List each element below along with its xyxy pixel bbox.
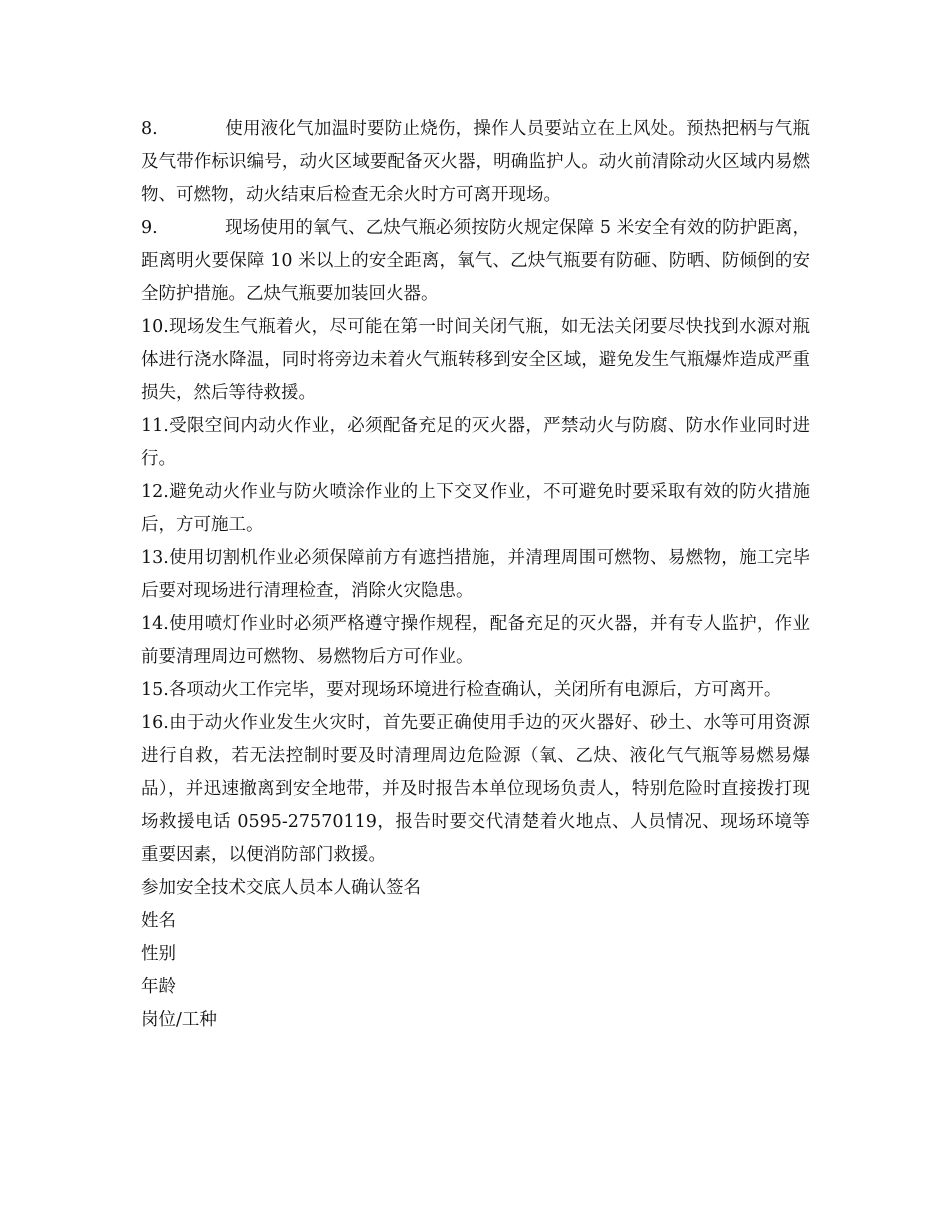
field-position-label: 岗位/工种	[141, 1010, 217, 1030]
item-text: 使用切割机作业必须保障前方有遮挡措施，并清理周围可燃物、易燃物，施工完毕后要对现场进行清理检查，消除火灾隐患。	[141, 548, 810, 601]
item-text: 由于动火作业发生火灾时，首先要正确使用手边的灭火器好、砂土、水等可用资源进行自救，若无法控制时要及时清理周边危险源（氧、乙炔、液化气气瓶等易燃易爆品），并迅速撤离到安全地带，并及时报告本单位现场负责人，特别危险时直接拨打现场救援电话 0595-27570119，报告时要交代清楚着火地点、人员情况、现场环境等重要因素，以便消防部门救援。	[141, 713, 810, 865]
signature-heading: 参加安全技术交底人员本人确认签名	[141, 878, 421, 898]
item-text: 各项动火工作完毕，要对现场环境进行检查确认，关闭所有电源后，方可离开。	[168, 680, 782, 700]
item-number: 16.	[141, 713, 169, 733]
item-text: 使用液化气加温时要防止烧伤，操作人员要站立在上风处。预热把柄与气瓶及气带作标识编号，动火区域要配备灭火器，明确监护人。动火前清除动火区域内易燃物、可燃物，动火结束后检查无余火时方可离开现场。	[141, 119, 810, 205]
item-number: 11.	[141, 416, 169, 436]
field-name-label: 姓名	[141, 911, 176, 931]
item-text: 现场发生气瓶着火，尽可能在第一时间关闭气瓶，如无法关闭要尽快找到水源对瓶体进行浇水降温，同时将旁边未着火气瓶转移到安全区域，避免发生气瓶爆炸造成严重损失，然后等待救援。	[141, 317, 810, 403]
item-number: 9.	[141, 218, 158, 238]
item-number: 15.	[141, 680, 169, 700]
item-text: 受限空间内动火作业，必须配备充足的灭火器，严禁动火与防腐、防水作业同时进行。	[141, 416, 810, 469]
field-age-label: 年龄	[141, 977, 176, 997]
list-item-13	[141, 542, 810, 608]
item-number: 13.	[141, 548, 169, 568]
item-number: 10.	[141, 317, 169, 337]
list-item-12	[141, 476, 810, 542]
item-number: 14.	[141, 614, 169, 634]
field-gender-label: 性别	[141, 944, 176, 964]
list-item-9	[141, 212, 810, 311]
list-item-10	[141, 311, 810, 410]
item-text: 现场使用的氧气、乙炔气瓶必须按防火规定保障 5 米安全有效的防护距离，距离明火要保障 10 米以上的安全距离，氧气、乙炔气瓶要有防砸、防晒、防倾倒的安全防护措施。乙炔气瓶要加装回火器。	[141, 218, 810, 304]
item-text: 避免动火作业与防火喷涂作业的上下交叉作业，不可避免时要采取有效的防火措施后，方可施工。	[141, 482, 810, 535]
item-number: 12.	[141, 482, 169, 502]
item-text: 使用喷灯作业时必须严格遵守操作规程，配备充足的灭火器，并有专人监护，作业前要清理周边可燃物、易燃物后方可作业。	[141, 614, 810, 667]
list-item-14	[141, 608, 810, 674]
list-item-11	[141, 410, 810, 476]
list-item-15	[141, 674, 810, 707]
list-item-16	[141, 707, 810, 872]
item-number: 8.	[141, 119, 158, 139]
list-item-8	[141, 113, 810, 212]
